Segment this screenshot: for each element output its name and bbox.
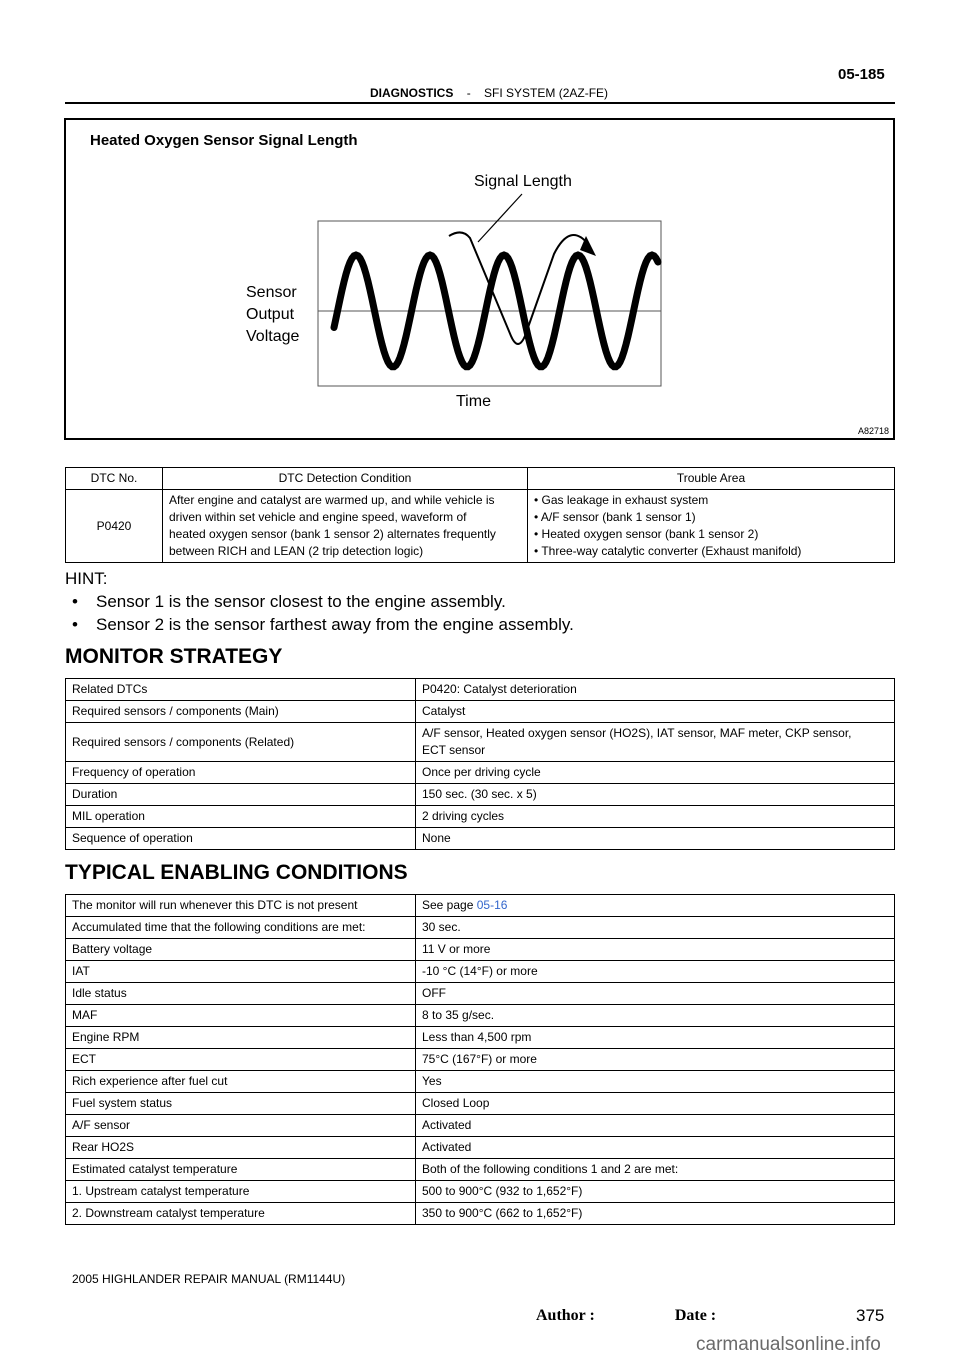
condition-key: Rich experience after fuel cut <box>66 1071 416 1093</box>
condition-value <box>416 895 895 917</box>
condition-key: 1. Upstream catalyst temperature <box>66 1181 416 1203</box>
table-row <box>66 1093 895 1115</box>
strategy-value: 150 sec. (30 sec. x 5) <box>416 784 895 806</box>
page-number: 05-185 <box>838 66 885 83</box>
x-axis-label: Time <box>456 393 491 410</box>
enabling-conditions-title: TYPICAL ENABLING CONDITIONS <box>65 861 408 884</box>
page-link-05-16[interactable]: 05-16 <box>476 898 508 912</box>
dtc-header-code: DTC No. <box>66 468 163 490</box>
condition-value: -10 °C (14°F) or more <box>416 961 895 983</box>
y-axis-label-line-1: Sensor <box>246 284 297 301</box>
table-row <box>66 917 895 939</box>
author-date-line: Author : Date : <box>536 1307 717 1324</box>
y-axis-label-line-2: Output <box>246 306 295 323</box>
see-page-text: See page <box>422 898 477 912</box>
condition-value: Yes <box>416 1071 895 1093</box>
header-separator: - <box>466 86 471 100</box>
strategy-key: MIL operation <box>66 806 416 828</box>
enabling-conditions-table <box>65 894 895 1225</box>
condition-key: MAF <box>66 1005 416 1027</box>
table-row <box>66 1049 895 1071</box>
strategy-key: Required sensors / components (Related) <box>66 723 416 762</box>
condition-value: 8 to 35 g/sec. <box>416 1005 895 1027</box>
dtc-code-cell: P0420 <box>66 490 163 563</box>
strategy-key: Required sensors / components (Main) <box>66 701 416 723</box>
watermark-text: carmanualsonline.info <box>696 1334 881 1355</box>
footer-page-number: 375 <box>856 1306 885 1325</box>
dtc-table <box>65 467 895 563</box>
condition-key: The monitor will run whenever this DTC is not present <box>66 895 416 917</box>
strategy-key: Duration <box>66 784 416 806</box>
trouble-area-item: • A/F sensor (bank 1 sensor 1) <box>534 510 696 524</box>
monitor-strategy-table <box>65 678 895 850</box>
table-row <box>66 961 895 983</box>
strategy-value: 2 driving cycles <box>416 806 895 828</box>
header-section-label: DIAGNOSTICS <box>370 86 454 100</box>
table-row <box>66 1203 895 1225</box>
condition-key: A/F sensor <box>66 1115 416 1137</box>
condition-value: Both of the following conditions 1 and 2 are met: <box>416 1159 895 1181</box>
signal-length-figure <box>64 118 895 440</box>
condition-value: Activated <box>416 1137 895 1159</box>
hint-bullet: • <box>72 592 78 611</box>
table-row <box>66 1027 895 1049</box>
condition-value: 75°C (167°F) or more <box>416 1049 895 1071</box>
figure-code: A82718 <box>857 426 889 436</box>
condition-key: Idle status <box>66 983 416 1005</box>
condition-value: 30 sec. <box>416 917 895 939</box>
signal-length-leader <box>478 194 522 242</box>
condition-key: 2. Downstream catalyst temperature <box>66 1203 416 1225</box>
dtc-header-condition: DTC Detection Condition <box>163 468 528 490</box>
condition-value: 11 V or more <box>416 939 895 961</box>
trouble-area-item: • Heated oxygen sensor (bank 1 sensor 2) <box>534 527 759 541</box>
y-axis-label-line-3: Voltage <box>246 328 300 345</box>
condition-key: Engine RPM <box>66 1027 416 1049</box>
dtc-condition-cell: After engine and catalyst are warmed up, and while vehicle is driven within set vehicle and engine speed, waveform of heated oxygen sensor (bank 1 sensor 2) alternates frequently between RICH and LEAN (2 trip detection logic) <box>163 490 528 563</box>
table-row <box>66 828 895 850</box>
strategy-key: Frequency of operation <box>66 762 416 784</box>
strategy-value: A/F sensor, Heated oxygen sensor (HO2S), IAT sensor, MAF meter, CKP sensor, ECT sensor <box>416 723 895 762</box>
table-row <box>66 939 895 961</box>
condition-value: Closed Loop <box>416 1093 895 1115</box>
table-row <box>66 1137 895 1159</box>
strategy-key: Related DTCs <box>66 679 416 701</box>
table-row <box>66 1005 895 1027</box>
table-row <box>66 895 895 917</box>
table-row <box>66 762 895 784</box>
dtc-table-header-row <box>66 468 895 490</box>
hint-item-text: Sensor 1 is the sensor closest to the engine assembly. <box>96 592 506 611</box>
dtc-header-area: Trouble Area <box>528 468 895 490</box>
trouble-area-item: • Three-way catalytic converter (Exhaust manifold) <box>534 544 802 558</box>
table-row <box>66 983 895 1005</box>
header-rule <box>65 102 895 104</box>
strategy-key: Sequence of operation <box>66 828 416 850</box>
condition-key: Rear HO2S <box>66 1137 416 1159</box>
condition-value: Less than 4,500 rpm <box>416 1027 895 1049</box>
condition-value: 350 to 900°C (662 to 1,652°F) <box>416 1203 895 1225</box>
table-row <box>66 1181 895 1203</box>
condition-value: Activated <box>416 1115 895 1137</box>
condition-value: OFF <box>416 983 895 1005</box>
condition-key: IAT <box>66 961 416 983</box>
strategy-value: Once per driving cycle <box>416 762 895 784</box>
hint-item <box>72 592 506 612</box>
header-subsection-label: SFI SYSTEM (2AZ-FE) <box>484 86 609 100</box>
hint-bullet: • <box>72 615 78 634</box>
condition-value: 500 to 900°C (932 to 1,652°F) <box>416 1181 895 1203</box>
table-row <box>66 1159 895 1181</box>
strategy-value: P0420: Catalyst deterioration <box>416 679 895 701</box>
strategy-value: None <box>416 828 895 850</box>
trouble-area-item: • Gas leakage in exhaust system <box>534 493 709 507</box>
condition-key: Estimated catalyst temperature <box>66 1159 416 1181</box>
strategy-value: Catalyst <box>416 701 895 723</box>
figure-title: Heated Oxygen Sensor Signal Length <box>90 132 358 149</box>
table-row <box>66 679 895 701</box>
dtc-area-cell <box>528 490 895 563</box>
condition-key: ECT <box>66 1049 416 1071</box>
table-row <box>66 1115 895 1137</box>
dtc-table-row <box>66 490 895 563</box>
waveform-diagram <box>66 120 893 438</box>
hint-item-text: Sensor 2 is the sensor farthest away from the engine assembly. <box>96 615 574 634</box>
condition-key: Accumulated time that the following conditions are met: <box>66 917 416 939</box>
monitor-strategy-title: MONITOR STRATEGY <box>65 645 283 668</box>
page-header-section <box>370 86 608 100</box>
hint-item <box>72 615 574 635</box>
condition-key: Fuel system status <box>66 1093 416 1115</box>
hint-label: HINT: <box>65 569 108 588</box>
table-row <box>66 1071 895 1093</box>
table-row <box>66 806 895 828</box>
table-row <box>66 701 895 723</box>
manual-title: 2005 HIGHLANDER REPAIR MANUAL (RM1144U) <box>72 1272 346 1286</box>
signal-length-label: Signal Length <box>474 173 572 190</box>
condition-key: Battery voltage <box>66 939 416 961</box>
table-row <box>66 784 895 806</box>
table-row <box>66 723 895 762</box>
